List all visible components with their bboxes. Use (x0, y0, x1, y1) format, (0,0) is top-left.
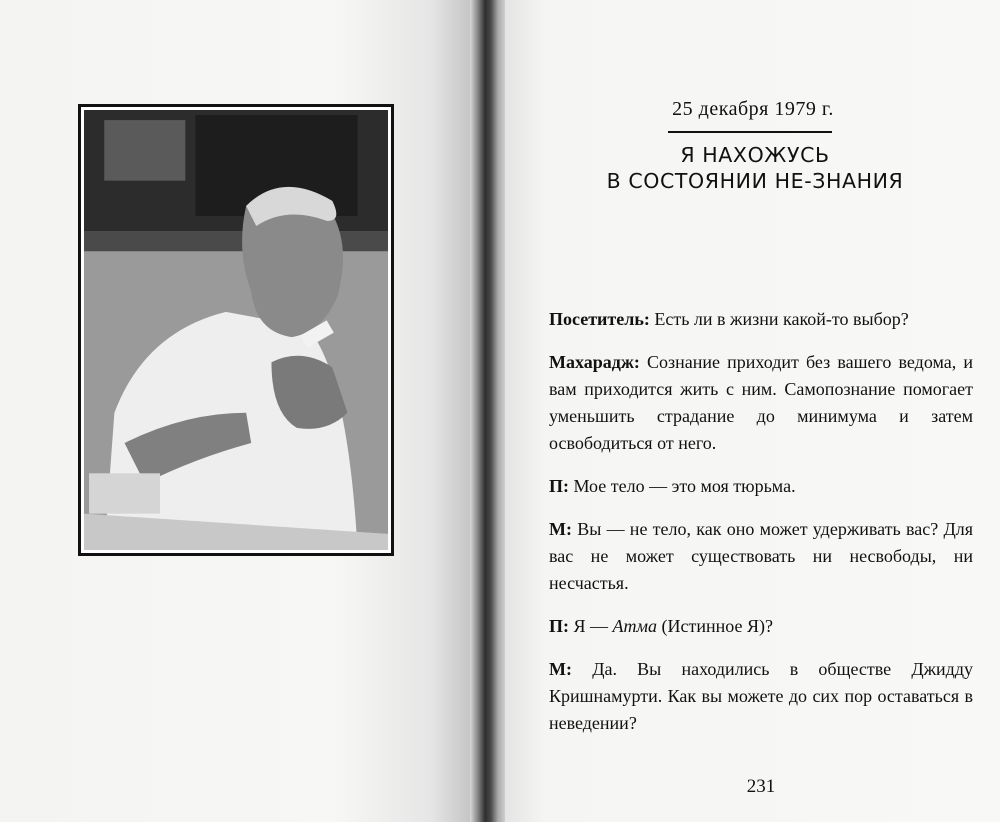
emphasized-term: Атма (612, 616, 657, 636)
book-gutter (470, 0, 510, 822)
speech-text: Я — (569, 616, 613, 636)
dialogue-paragraph (549, 473, 973, 500)
speech-text: Сознание приходит без вашего ведома, и вам приходится жить с ним. Самопознание помогает уменьшить страдание до минимума и затем освободиться от него. (549, 352, 973, 453)
dialogue-paragraph (549, 656, 973, 737)
date-underline (668, 131, 832, 133)
left-page (0, 0, 478, 822)
speech-text-after: (Истинное Я)? (657, 616, 773, 636)
speech-text: Мое тело — это моя тюрьма. (569, 476, 796, 496)
page-number: 231 (746, 776, 776, 797)
dialogue-paragraph (549, 306, 973, 333)
chapter-date: 25 декабря 1979 г. (672, 98, 834, 120)
dialogue-paragraph (549, 516, 973, 597)
speech-text: Да. Вы находились в обществе Джидду Кришнамурти. Как вы можете до сих пор оставаться в неведении? (549, 659, 973, 733)
speech-text: Есть ли в жизни какой-то выбор? (649, 309, 909, 329)
dialogue-paragraph (549, 613, 973, 640)
speaker-label: П: (549, 476, 569, 496)
photo-frame (78, 104, 394, 556)
photograph (84, 110, 388, 550)
chapter-title-line-2: В СОСТОЯНИИ НЕ-ЗНАНИЯ (606, 169, 904, 193)
photo-illustration (84, 110, 388, 550)
speaker-label: М: (549, 659, 572, 679)
dialogue-paragraph (549, 349, 973, 457)
dialogue (549, 306, 973, 753)
speaker-label: П: (549, 616, 569, 636)
chapter-title (590, 142, 920, 194)
speaker-label: Посетитель: (549, 309, 650, 329)
speaker-label: М: (549, 519, 572, 539)
speaker-label: Махарадж: (549, 352, 640, 372)
chapter-title-line-1: Я НАХОЖУСЬ (680, 143, 830, 167)
speech-text: Вы — не тело, как оно может удерживать вас? Для вас не может существовать ни несвободы, ни несчастья. (549, 519, 973, 593)
